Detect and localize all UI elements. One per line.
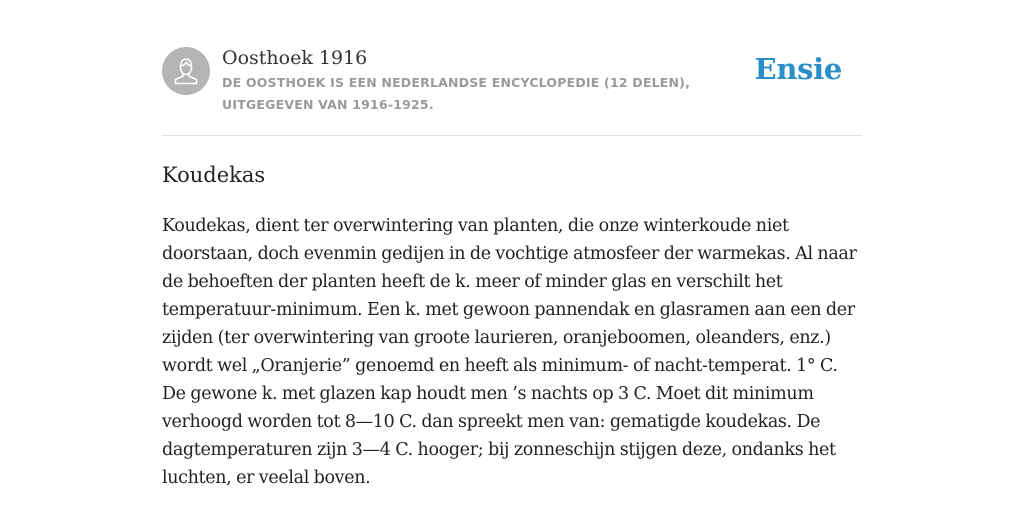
source-title[interactable]: Oosthoek 1916 <box>222 47 368 69</box>
user-silhouette-icon <box>162 47 210 95</box>
article-body: Koudekas, dient ter overwintering van planten, die onze winterkoude niet doorstaan, doch evenmin gedijen in de vochtige atmosfeer der warmekas. Al naar de behoeften der planten heeft de k. meer of minder glas en verschilt het temperatuur-minimum. Een k. met gewoon pannendak en glasramen aan een der zijden (ter overwintering van groote laurieren, oranjeboomen, oleanders, enz.) wordt wel „Oranjerie” genoemd en heeft als minimum- of nacht-temperat. 1° C. De gewone k. met glazen kap houdt men ’s nachts op 3 C. Moet dit minimum verhoogd worden tot 8—10 C. dan spreekt men van: gematigde koudekas. De dagtemperaturen zijn 3—4 C. hooger; bij zonneschijn stijgen deze, ondanks het luchten, er veelal boven. <box>162 216 857 488</box>
source-avatar[interactable] <box>162 47 210 95</box>
source-header <box>162 46 862 136</box>
source-description: DE OOSTHOEK IS EEN NEDERLANDSE ENCYCLOPEDIE (12 DELEN), UITGEGEVEN VAN 1916-1925. <box>222 75 691 112</box>
ensie-logo[interactable]: Ensie <box>754 52 842 86</box>
article-title: Koudekas <box>162 163 266 187</box>
